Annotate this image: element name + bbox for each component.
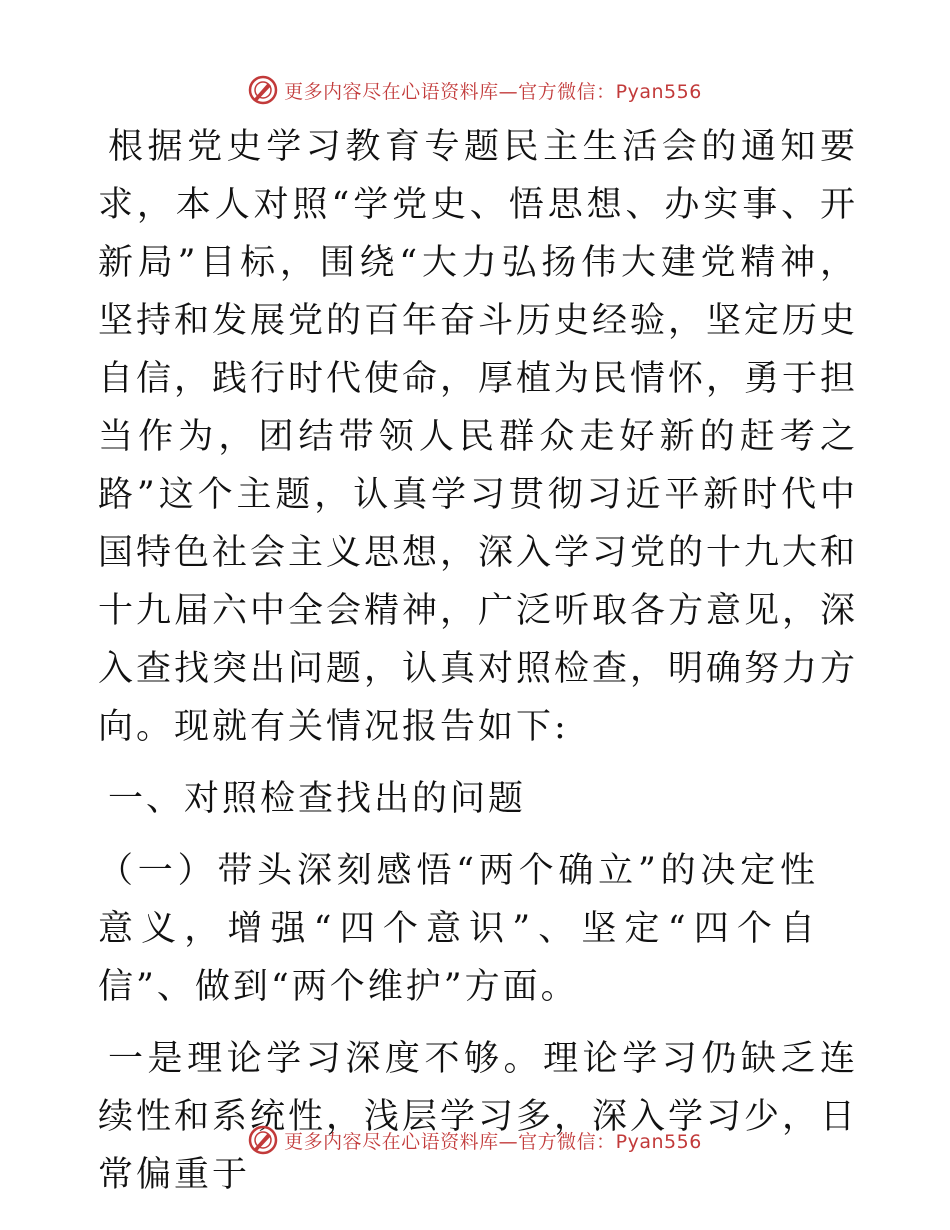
watermark-banner-bottom bbox=[0, 1120, 950, 1160]
pen-logo-icon bbox=[248, 1125, 278, 1155]
watermark-text: 更多内容尽在心语资料库—官方微信：Pyan556 bbox=[284, 80, 702, 103]
intro-paragraph: 根据党史学习教育专题民主生活会的通知要求，本人对照“学党史、悟思想、办实事、开新局”目标，围绕“大力弘扬伟大建党精神，坚持和发展党的百年奋斗历史经验，坚定历史自信，践行时代使命，厚植为民情怀，勇于担当作为，团结带领人民群众走好新的赶考之路”这个主题，认真学习贯彻习近平新时代中国特色社会主义思想，深入学习党的十九大和十九届六中全会精神，广泛听取各方意见，深入查找突出问题，认真对照检查，明确努力方向。现就有关情况报告如下: bbox=[98, 127, 859, 747]
document-body bbox=[98, 118, 858, 1204]
body-paragraph: 一是理论学习深度不够。理论学习仍缺乏连续性和系统性，浅层学习多，深入学习少，日常偏重于 bbox=[98, 1039, 859, 1195]
watermark-banner-top bbox=[0, 70, 950, 110]
section-heading: 一、对照检查找出的问题 bbox=[108, 779, 527, 819]
pen-logo-icon bbox=[248, 75, 278, 105]
subsection-heading: （一）带头深刻感悟“两个确立”的决定性意义，增强“四个意识”、坚定“四个自信”、做到“两个维护”方面。 bbox=[98, 851, 818, 1007]
watermark-text: 更多内容尽在心语资料库—官方微信：Pyan556 bbox=[284, 1130, 702, 1153]
